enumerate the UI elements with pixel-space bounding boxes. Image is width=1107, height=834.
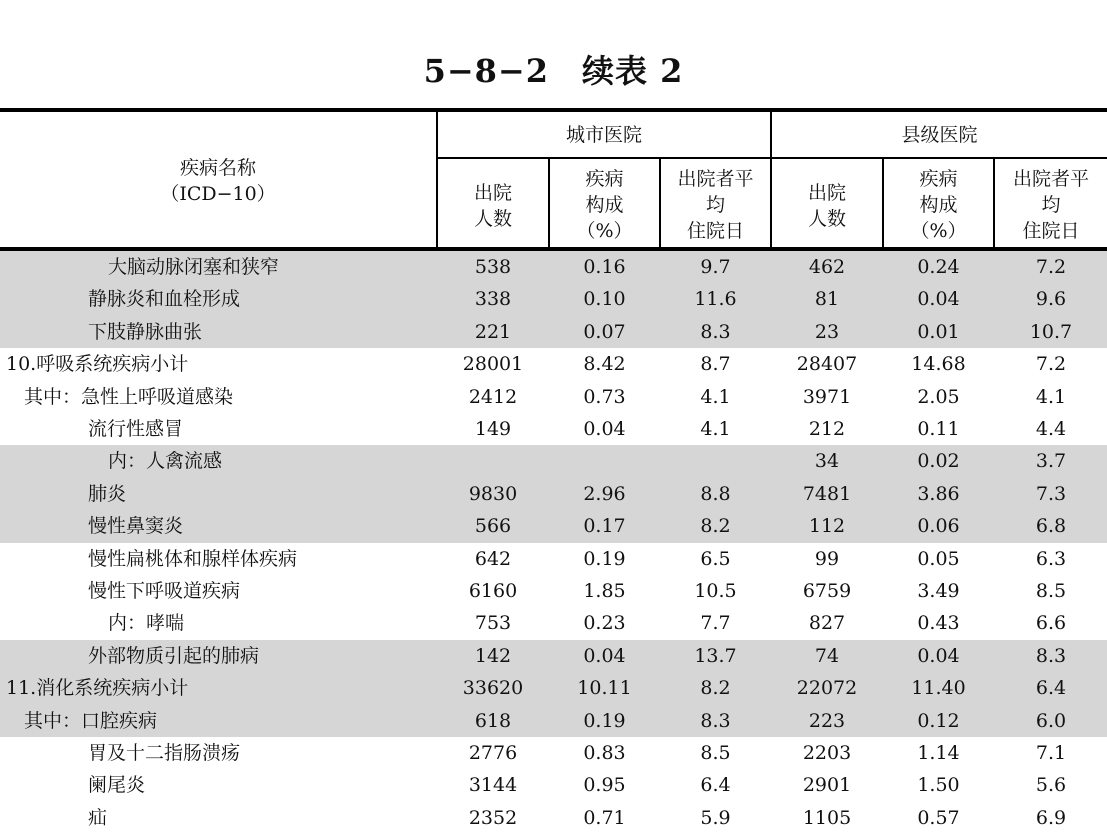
city-avg-stay-cell: 8.8 [700, 482, 731, 505]
county-composition-line3: （%） [910, 220, 967, 242]
city-composition-cell: 0.04 [583, 644, 626, 667]
county-composition-cell: 1.14 [917, 742, 960, 764]
city-avg-stay-cell [661, 445, 770, 477]
city-avg-stay-cell: 6.4 [700, 774, 731, 797]
county-discharge-cell: 2203 [802, 742, 852, 764]
county-composition-cell: 2.05 [917, 385, 960, 408]
city-composition-cell: 8.42 [583, 353, 626, 376]
county-discharge-cell: 223 [808, 709, 846, 732]
disease-name-cell: 静脉炎和血栓形成 [88, 288, 241, 311]
county-discharge-cell: 827 [808, 612, 846, 635]
county-avg-stay-cell: 5.6 [1035, 774, 1067, 797]
county-avg-stay-cell: 6.4 [1035, 677, 1067, 700]
county-avg-stay-cell: 7.1 [1035, 742, 1067, 764]
county-avg-stay-cell: 7.3 [1035, 482, 1067, 505]
county-discharge-header [772, 180, 882, 232]
city-composition-cell: 0.16 [583, 256, 626, 278]
county-composition-cell: 3.49 [917, 580, 960, 602]
county-avg-stay-line3: 住院日 [1022, 220, 1080, 242]
county-avg-stay-cell: 7.2 [1035, 256, 1067, 278]
county-hospital-header: 县级医院 [901, 124, 978, 146]
disease-name-label: 疾病名称 [179, 157, 256, 179]
county-avg-stay-line2: 均 [1041, 194, 1061, 216]
county-discharge-cell: 212 [808, 418, 846, 440]
county-composition-cell: 0.12 [917, 709, 960, 732]
county-discharge-cell: 462 [808, 256, 846, 278]
county-discharge-cell: 74 [814, 644, 840, 667]
disease-name-cell: 其中：口腔疾病 [24, 709, 158, 732]
county-avg-stay-cell: 9.6 [1035, 288, 1067, 311]
city-avg-stay-cell: 10.5 [694, 580, 737, 602]
city-discharge-cell: 2352 [468, 806, 518, 829]
table-row [0, 575, 1107, 607]
city-avg-stay-cell: 6.5 [700, 547, 731, 570]
disease-name-cell: 肺炎 [88, 482, 127, 505]
city-composition-header [550, 166, 659, 244]
city-discharge-cell: 6160 [468, 580, 518, 602]
city-avg-stay-line3: 住院日 [686, 220, 744, 242]
city-discharge-cell [438, 445, 548, 477]
city-discharge-cell: 33620 [462, 677, 524, 700]
city-composition-cell: 0.17 [583, 515, 626, 538]
county-discharge-cell: 1105 [802, 806, 852, 829]
city-avg-stay-cell: 4.1 [700, 418, 731, 440]
county-avg-stay-cell: 6.9 [1035, 806, 1067, 829]
table-row [0, 478, 1107, 510]
county-avg-stay-cell: 6.0 [1035, 709, 1067, 732]
city-avg-stay-cell: 11.6 [694, 288, 737, 311]
county-composition-cell: 1.50 [917, 774, 960, 797]
city-composition-line2: 构成 [585, 194, 624, 216]
city-avg-stay-cell: 5.9 [700, 806, 731, 829]
city-discharge-cell: 3144 [468, 774, 518, 797]
county-composition-cell: 0.43 [917, 612, 960, 635]
city-avg-stay-cell: 8.5 [700, 742, 731, 764]
city-avg-stay-cell: 8.2 [700, 677, 731, 700]
disease-name-cell: 慢性扁桃体和腺样体疾病 [88, 547, 298, 570]
city-composition-cell: 1.85 [583, 580, 626, 602]
city-avg-stay-cell: 8.3 [700, 709, 731, 732]
county-composition-header [884, 166, 993, 244]
city-discharge-cell: 149 [474, 418, 512, 440]
city-discharge-cell: 2776 [468, 742, 518, 764]
disease-name-cell: 疝 [88, 806, 108, 829]
disease-name-cell: 流行性感冒 [88, 418, 184, 440]
city-composition-cell: 0.10 [583, 288, 626, 311]
table-row [0, 737, 1107, 769]
county-composition-cell: 11.40 [911, 677, 966, 700]
table-row [0, 607, 1107, 639]
table-row [0, 348, 1107, 380]
city-avg-stay-line2: 均 [705, 194, 725, 216]
county-discharge-cell: 2901 [802, 774, 852, 797]
county-avg-stay-line1: 出院者平 [1012, 168, 1089, 190]
city-avg-stay-cell: 4.1 [700, 385, 731, 408]
disease-name-cell: 10.呼吸系统疾病小计 [6, 353, 189, 376]
city-discharge-cell: 538 [474, 256, 512, 278]
disease-name-cell: 阑尾炎 [88, 774, 146, 797]
city-composition-cell: 0.95 [583, 774, 626, 797]
table-row [0, 283, 1107, 315]
county-composition-cell: 14.68 [911, 353, 966, 376]
city-composition-cell: 2.96 [583, 482, 626, 505]
disease-name-cell: 其中：急性上呼吸道感染 [24, 385, 234, 408]
city-discharge-cell: 642 [474, 547, 512, 570]
disease-name-cell: 胃及十二指肠溃疡 [88, 742, 241, 764]
county-avg-stay-cell: 7.2 [1035, 353, 1067, 376]
table-row [0, 672, 1107, 704]
county-discharge-cell: 99 [814, 547, 840, 570]
county-composition-cell: 0.02 [917, 450, 960, 473]
table-row [0, 510, 1107, 542]
city-avg-stay-cell: 13.7 [694, 644, 737, 667]
city-hospital-header: 城市医院 [565, 124, 642, 146]
county-composition-cell: 0.04 [917, 288, 960, 311]
county-discharge-line1: 出院 [807, 182, 846, 204]
icd-label: （ICD−10） [160, 183, 276, 205]
county-discharge-cell: 6759 [802, 580, 852, 602]
city-composition-cell: 0.71 [583, 806, 626, 829]
city-composition-line3: （%） [576, 220, 633, 242]
city-avg-stay-cell: 8.7 [700, 353, 731, 376]
disease-name-cell: 内：哮喘 [108, 612, 185, 635]
county-composition-cell: 0.06 [917, 515, 960, 538]
county-avg-stay-header [995, 166, 1107, 244]
county-discharge-cell: 7481 [802, 482, 852, 505]
county-avg-stay-cell: 8.5 [1035, 580, 1067, 602]
city-composition-cell: 10.11 [577, 677, 632, 700]
county-discharge-cell: 112 [808, 515, 846, 538]
city-discharge-line1: 出院 [473, 182, 512, 204]
city-discharge-line2: 人数 [473, 208, 512, 230]
city-discharge-cell: 28001 [462, 353, 524, 376]
county-avg-stay-cell: 6.3 [1035, 547, 1067, 570]
county-avg-stay-cell: 10.7 [1029, 320, 1073, 343]
city-discharge-cell: 142 [474, 644, 512, 667]
disease-name-cell: 下肢静脉曲张 [88, 320, 203, 343]
county-discharge-cell: 22072 [796, 677, 858, 700]
table-title: 5−8−2 续表 2 [423, 52, 684, 90]
city-discharge-cell: 2412 [468, 385, 518, 408]
county-composition-cell: 0.24 [917, 256, 960, 278]
disease-name-cell: 大脑动脉闭塞和狭窄 [108, 256, 280, 278]
city-discharge-cell: 618 [474, 709, 512, 732]
disease-name-cell: 外部物质引起的肺病 [88, 644, 260, 667]
county-composition-cell: 0.11 [917, 418, 960, 440]
city-discharge-header [438, 180, 548, 232]
disease-name-cell: 内：人禽流感 [108, 450, 223, 473]
table-row [0, 251, 1107, 283]
group-rule [437, 157, 1107, 159]
disease-name-cell: 慢性鼻窦炎 [88, 515, 184, 538]
county-discharge-cell: 34 [814, 450, 840, 473]
county-composition-cell: 0.01 [917, 320, 960, 343]
city-composition-cell: 0.23 [583, 612, 626, 635]
county-avg-stay-cell: 8.3 [1035, 644, 1067, 667]
county-composition-line2: 构成 [919, 194, 958, 216]
county-avg-stay-cell: 6.8 [1035, 515, 1067, 538]
table-row [0, 802, 1107, 834]
table-row [0, 381, 1107, 413]
city-composition-cell: 0.19 [583, 709, 626, 732]
table-row [0, 705, 1107, 737]
city-discharge-cell: 338 [474, 288, 512, 311]
city-avg-stay-cell: 7.7 [700, 612, 731, 635]
city-discharge-cell: 221 [474, 320, 512, 343]
disease-name-cell: 慢性下呼吸道疾病 [88, 580, 241, 602]
city-composition-cell [550, 445, 659, 477]
table-row [0, 316, 1107, 348]
city-avg-stay-line1: 出院者平 [677, 168, 754, 190]
table-row [0, 413, 1107, 445]
county-discharge-cell: 81 [814, 288, 840, 311]
city-avg-stay-cell: 9.7 [700, 256, 731, 278]
city-composition-cell: 0.83 [583, 742, 626, 764]
disease-name-header [0, 155, 436, 207]
city-composition-cell: 0.07 [583, 320, 626, 343]
county-discharge-line2: 人数 [807, 208, 846, 230]
city-composition-line1: 疾病 [585, 168, 624, 190]
city-avg-stay-header [661, 166, 770, 244]
city-discharge-cell: 753 [474, 612, 512, 635]
city-composition-cell: 0.04 [583, 418, 626, 440]
city-discharge-cell: 9830 [468, 482, 518, 505]
city-avg-stay-cell: 8.2 [700, 515, 731, 538]
city-composition-cell: 0.19 [583, 547, 626, 570]
county-composition-cell: 3.86 [917, 482, 960, 505]
disease-name-cell: 11.消化系统疾病小计 [6, 677, 189, 700]
table-row [0, 640, 1107, 672]
table-row [0, 769, 1107, 801]
county-avg-stay-cell: 6.6 [1035, 612, 1067, 635]
county-composition-cell: 0.05 [917, 547, 960, 570]
county-composition-cell: 0.04 [917, 644, 960, 667]
city-discharge-cell: 566 [474, 515, 512, 538]
city-composition-cell: 0.73 [583, 385, 626, 408]
table-row [0, 543, 1107, 575]
table-row [0, 445, 1107, 477]
county-avg-stay-cell: 3.7 [1035, 450, 1067, 473]
county-discharge-cell: 28407 [796, 353, 858, 376]
county-avg-stay-cell: 4.1 [1035, 385, 1067, 408]
county-avg-stay-cell: 4.4 [1035, 418, 1067, 440]
county-composition-line1: 疾病 [919, 168, 958, 190]
county-discharge-cell: 3971 [802, 385, 852, 408]
county-composition-cell: 0.57 [917, 806, 960, 829]
county-discharge-cell: 23 [814, 320, 840, 343]
top-rule [0, 108, 1107, 112]
city-avg-stay-cell: 8.3 [700, 320, 731, 343]
